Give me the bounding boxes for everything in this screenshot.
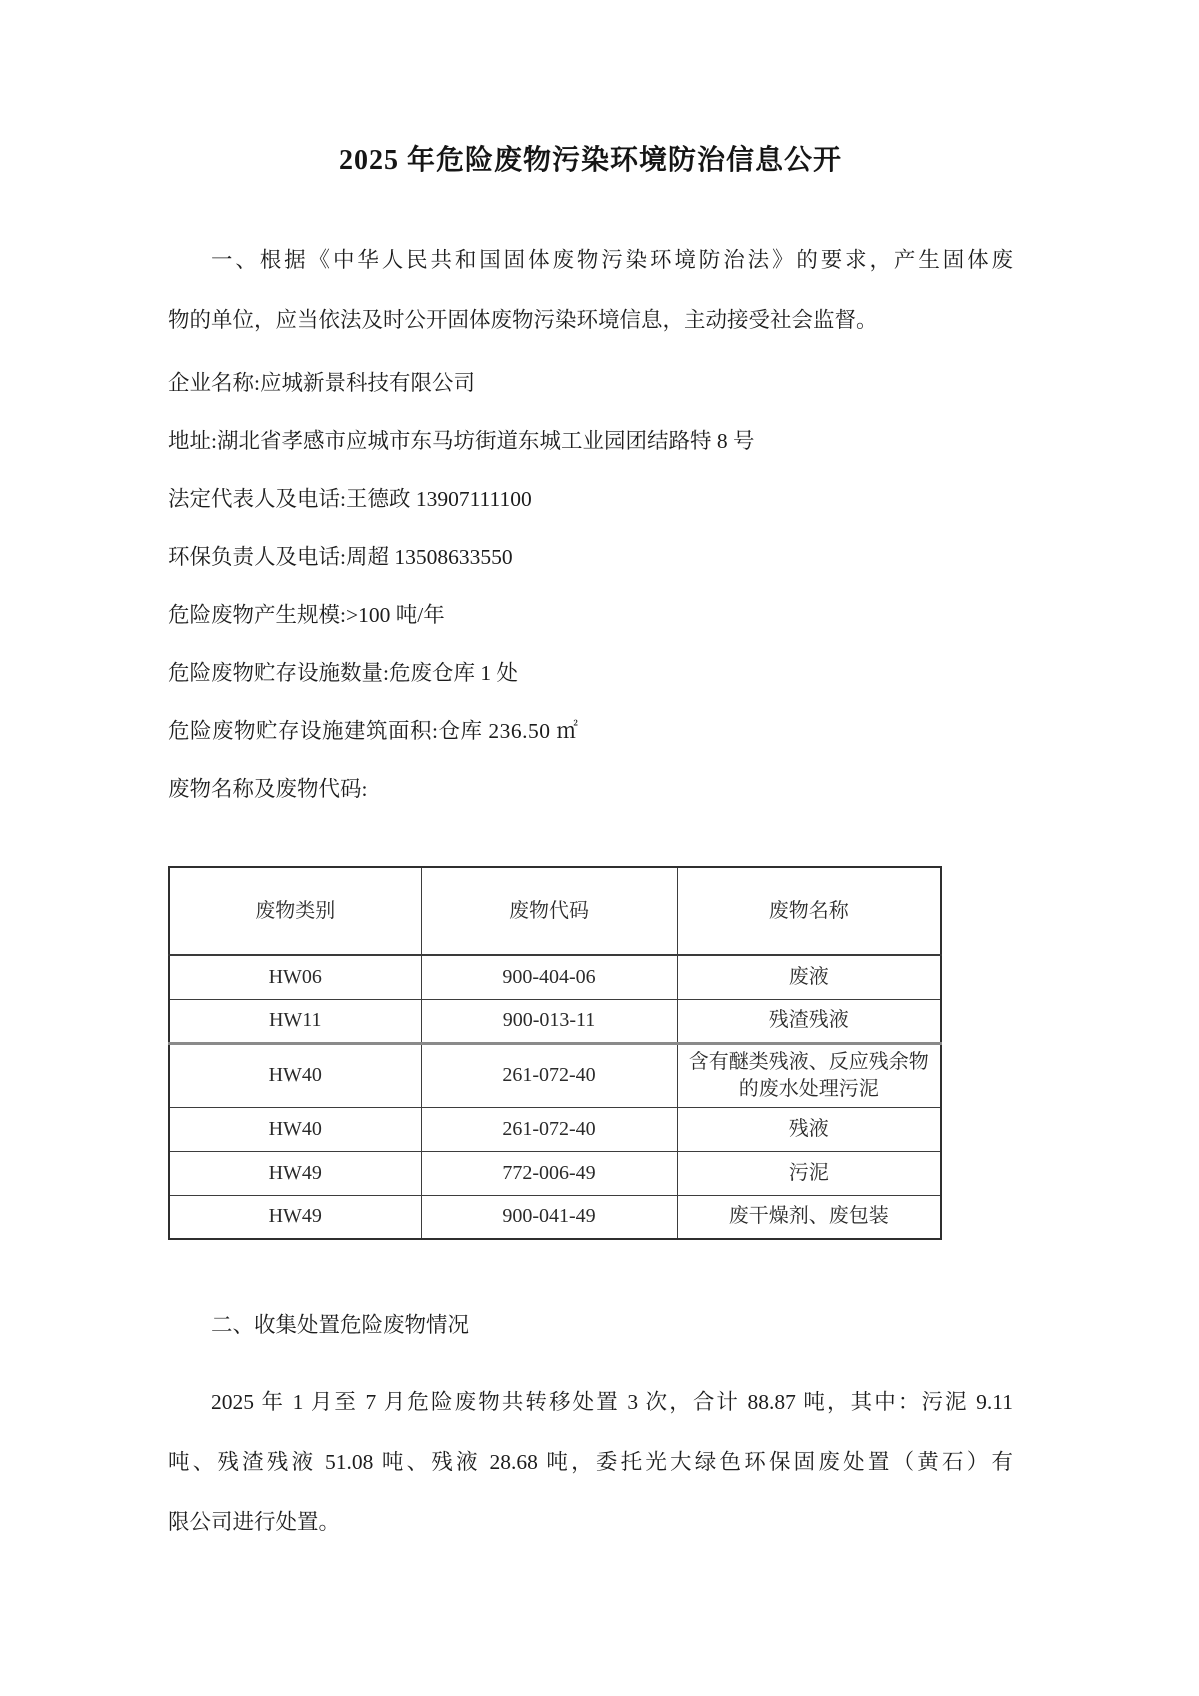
- company-info-block: [168, 354, 1013, 818]
- section2-line-2: 吨、残渣残液 51.08 吨、残液 28.68 吨，委托光大绿色环保固废处置（黄石）有: [168, 1450, 1013, 1474]
- header-waste-code: 废物代码: [421, 867, 677, 955]
- table-row: [169, 955, 941, 999]
- cell-code: 261-072-40: [421, 1107, 677, 1151]
- cell-name: 残液: [677, 1107, 941, 1151]
- cell-name: 残渣残液: [677, 999, 941, 1043]
- cell-code: 900-041-49: [421, 1195, 677, 1239]
- table-row: [169, 1043, 941, 1107]
- table-row: [169, 1151, 941, 1195]
- cell-code: 900-404-06: [421, 955, 677, 999]
- cell-code: 261-072-40: [421, 1043, 677, 1107]
- waste-code-table: [168, 866, 942, 1240]
- cell-name: 废液: [677, 955, 941, 999]
- table-header-row: [169, 867, 941, 955]
- table-row: [169, 1107, 941, 1151]
- cell-category: HW49: [169, 1195, 421, 1239]
- section2-line-1: 2025 年 1 月至 7 月危险废物共转移处置 3 次，合计 88.87 吨，其中：污泥 9.11: [211, 1390, 1013, 1414]
- section2-heading: 二、收集处置危险废物情况: [211, 1313, 470, 1337]
- section2-line-3: 限公司进行处置。: [168, 1510, 341, 1534]
- env-officer-line: 环保负责人及电话:周超 13508633550: [168, 545, 513, 569]
- intro-line-2: 物的单位，应当依法及时公开固体废物污染环境信息，主动接受社会监督。: [168, 308, 878, 332]
- header-waste-name: 废物名称: [677, 867, 941, 955]
- intro-line-1: 一、根据《中华人民共和国固体废物污染环境防治法》的要求，产生固体废: [211, 248, 1013, 272]
- page-title: 2025 年危险废物污染环境防治信息公开: [338, 145, 842, 176]
- cell-code: 772-006-49: [421, 1151, 677, 1195]
- waste-table-caption: 废物名称及废物代码:: [168, 777, 368, 801]
- cell-category: HW40: [169, 1107, 421, 1151]
- table-row: [169, 999, 941, 1043]
- cell-name: 污泥: [677, 1151, 941, 1195]
- cell-name: 含有醚类残液、反应残余物的废水处理污泥: [677, 1043, 941, 1107]
- company-name-line: 企业名称:应城新景科技有限公司: [168, 371, 475, 395]
- storage-area-line: 危险废物贮存设施建筑面积:仓库 236.50 ㎡: [168, 719, 579, 743]
- section2-paragraph: [168, 1372, 1013, 1552]
- legal-rep-line: 法定代表人及电话:王德政 13907111100: [168, 487, 532, 511]
- cell-code: 900-013-11: [421, 999, 677, 1043]
- cell-category: HW11: [169, 999, 421, 1043]
- cell-category: HW49: [169, 1151, 421, 1195]
- storage-count-line: 危险废物贮存设施数量:危废仓库 1 处: [168, 661, 518, 685]
- cell-name: 废干燥剂、废包装: [677, 1195, 941, 1239]
- address-line: 地址:湖北省孝感市应城市东马坊街道东城工业园团结路特 8 号: [168, 429, 755, 453]
- cell-category: HW06: [169, 955, 421, 999]
- intro-paragraph: [168, 230, 1013, 350]
- waste-scale-line: 危险废物产生规模:>100 吨/年: [168, 603, 445, 627]
- cell-category: HW40: [169, 1043, 421, 1107]
- table-row: [169, 1195, 941, 1239]
- header-waste-category: 废物类别: [169, 867, 421, 955]
